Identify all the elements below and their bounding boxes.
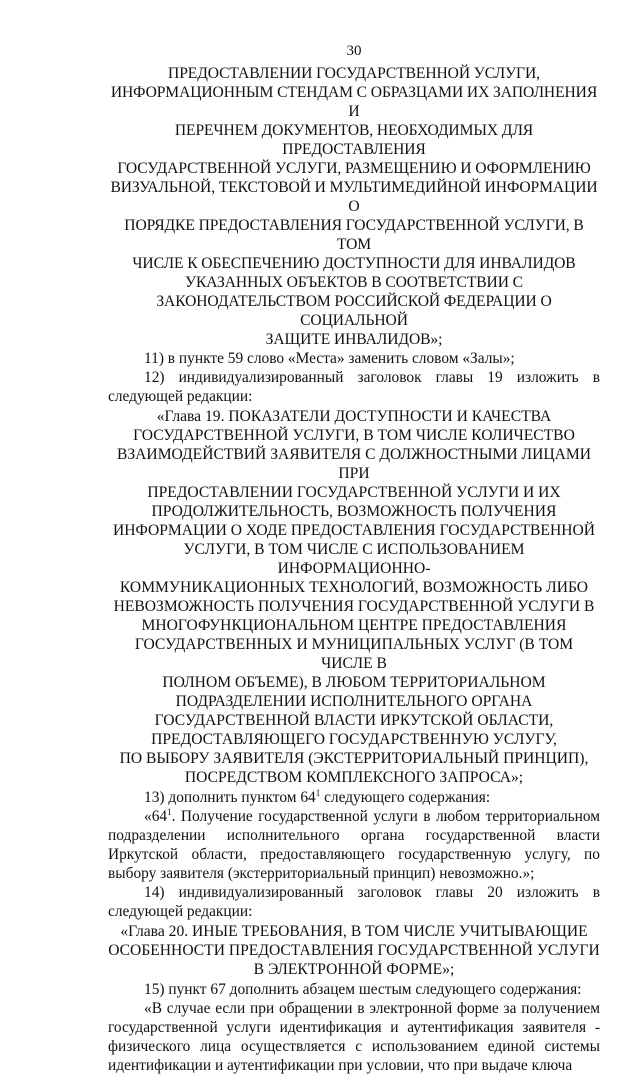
heading-line: ПРЕДОСТАВЛЯЮЩЕГО ГОСУДАРСТВЕННУЮ УСЛУГУ, — [151, 731, 557, 748]
heading-line: ПЕРЕЧНЕМ ДОКУМЕНТОВ, НЕОБХОДИМЫХ ДЛЯ ПРЕДОСТАВЛЕНИЯ — [174, 122, 534, 158]
heading-line: ПОРЯДКЕ ПРЕДОСТАВЛЕНИЯ ГОСУДАРСТВЕННОЙ УСЛУГИ, В ТОМ — [124, 217, 584, 253]
heading-line: ПРЕДОСТАВЛЕНИИ ГОСУДАРСТВЕННОЙ УСЛУГИ И ИХ — [147, 484, 561, 501]
heading-line: ПОСРЕДСТВОМ КОМПЛЕКСНОГО ЗАПРОСА»; — [184, 769, 524, 786]
heading-line: МНОГОФУНКЦИОНАЛЬНОМ ЦЕНТРЕ ПРЕДОСТАВЛЕНИЯ — [141, 617, 567, 634]
block1-heading — [108, 64, 600, 349]
heading-line: ПО ВЫБОРУ ЗАЯВИТЕЛЯ (ЭКСТЕРРИТОРИАЛЬНЫЙ ПРИНЦИП), — [119, 750, 589, 767]
item-14-paragraph: 14) индивидуализированный заголовок главы 20 изложить в следующей редакции: — [108, 884, 600, 920]
item-15-paragraph: 15) пункт 67 дополнить абзацем шестым следующего содержания: — [144, 981, 582, 998]
heading-line: ПОДРАЗДЕЛЕНИИ ИСПОЛНИТЕЛЬНОГО ОРГАНА — [175, 693, 533, 710]
heading-line: ИНФОРМАЦИИ О ХОДЕ ПРЕДОСТАВЛЕНИЯ ГОСУДАРСТВЕННОЙ — [112, 522, 596, 539]
item-13-quote-prefix: «64 — [144, 808, 168, 825]
page-number: 30 — [346, 43, 362, 59]
chapter-20-heading — [108, 922, 600, 979]
heading-line: «Глава 20. ИНЫЕ ТРЕБОВАНИЯ, В ТОМ ЧИСЛЕ УЧИТЫВАЮЩИЕ — [120, 923, 588, 940]
heading-line: «Глава 19. ПОКАЗАТЕЛИ ДОСТУПНОСТИ И КАЧЕСТВА — [156, 408, 552, 425]
item-13-quote-text: . Получение государственной услуги в любом территориальном подразделении исполнительного органа государственной власти Иркутской области, предоставляющего государственную услугу, по выбору заявителя (экстерриториальный принцип) невозможно.»; — [108, 808, 600, 882]
heading-line: НЕВОЗМОЖНОСТЬ ПОЛУЧЕНИЯ ГОСУДАРСТВЕННОЙ УСЛУГИ В — [113, 598, 595, 615]
item-13-superscript: 1 — [315, 787, 321, 798]
heading-line: ЗАЩИТЕ ИНВАЛИДОВ»; — [265, 331, 443, 348]
document-page — [108, 38, 600, 1075]
heading-line: ВЗАИМОДЕЙСТВИЙ ЗАЯВИТЕЛЯ С ДОЛЖНОСТНЫМИ ЛИЦАМИ ПРИ — [116, 446, 592, 482]
heading-line: ОСОБЕННОСТИ ПРЕДОСТАВЛЕНИЯ ГОСУДАРСТВЕННОЙ УСЛУГИ — [108, 942, 600, 959]
item-11-paragraph: 11) в пункте 59 слово «Места» заменить словом «Залы»; — [144, 350, 515, 367]
item-13-paragraph — [108, 788, 600, 807]
heading-line: ЧИСЛЕ К ОБЕСПЕЧЕНИЮ ДОСТУПНОСТИ ДЛЯ ИНВАЛИДОВ — [132, 255, 576, 272]
heading-line: ИНФОРМАЦИОННЫМ СТЕНДАМ С ОБРАЗЦАМИ ИХ ЗАПОЛНЕНИЯ И — [110, 84, 598, 120]
heading-line: ГОСУДАРСТВЕННЫХ И МУНИЦИПАЛЬНЫХ УСЛУГ (В ТОМ ЧИСЛЕ В — [134, 636, 574, 672]
heading-line: ЗАКОНОДАТЕЛЬСТВОМ РОССИЙСКОЙ ФЕДЕРАЦИИ О СОЦИАЛЬНОЙ — [156, 293, 552, 329]
heading-line: УСЛУГИ, В ТОМ ЧИСЛЕ С ИСПОЛЬЗОВАНИЕМ ИНФОРМАЦИОННО- — [183, 541, 525, 577]
heading-line: КОММУНИКАЦИОННЫХ ТЕХНОЛОГИЙ, ВОЗМОЖНОСТЬ ЛИБО — [119, 579, 589, 596]
heading-line: ГОСУДАРСТВЕННОЙ ВЛАСТИ ИРКУТСКОЙ ОБЛАСТИ, — [154, 712, 554, 729]
heading-line: УКАЗАННЫХ ОБЪЕКТОВ В СООТВЕТСТВИИ С — [185, 274, 523, 291]
item-13-quote-superscript: 1 — [167, 806, 172, 817]
item-13-prefix: 13) дополнить пунктом 64 — [144, 789, 316, 806]
heading-line: ВИЗУАЛЬНОЙ, ТЕКСТОВОЙ И МУЛЬТИМЕДИЙНОЙ ИНФОРМАЦИИ О — [110, 179, 598, 215]
item-13-quote-paragraph — [108, 807, 600, 883]
heading-line: ГОСУДАРСТВЕННОЙ УСЛУГИ, В ТОМ ЧИСЛЕ КОЛИЧЕСТВО — [133, 427, 575, 444]
item-12-paragraph: 12) индивидуализированный заголовок главы 19 изложить в следующей редакции: — [108, 369, 600, 405]
heading-line: ПОЛНОМ ОБЪЕМЕ), В ЛЮБОМ ТЕРРИТОРИАЛЬНОМ — [162, 674, 546, 691]
heading-line: ГОСУДАРСТВЕННОЙ УСЛУГИ, РАЗМЕЩЕНИЮ И ОФОРМЛЕНИЮ — [117, 160, 591, 177]
heading-line: ПРЕДОСТАВЛЕНИИ ГОСУДАРСТВЕННОЙ УСЛУГИ, — [168, 65, 540, 82]
item-13-suffix: следующего содержания: — [320, 789, 491, 806]
item-15-quote-paragraph: «В случае если при обращении в электронной форме за получением государственной услуги идентификация и аутентификация заявителя - физического лица осуществляется с использованием единой системы идентификации и аутентификации при условии, что при выдаче ключа — [108, 1000, 600, 1074]
chapter-19-heading — [108, 407, 600, 787]
heading-line: ПРОДОЛЖИТЕЛЬНОСТЬ, ВОЗМОЖНОСТЬ ПОЛУЧЕНИЯ — [151, 503, 557, 520]
heading-line: В ЭЛЕКТРОННОЙ ФОРМЕ»; — [253, 961, 455, 978]
